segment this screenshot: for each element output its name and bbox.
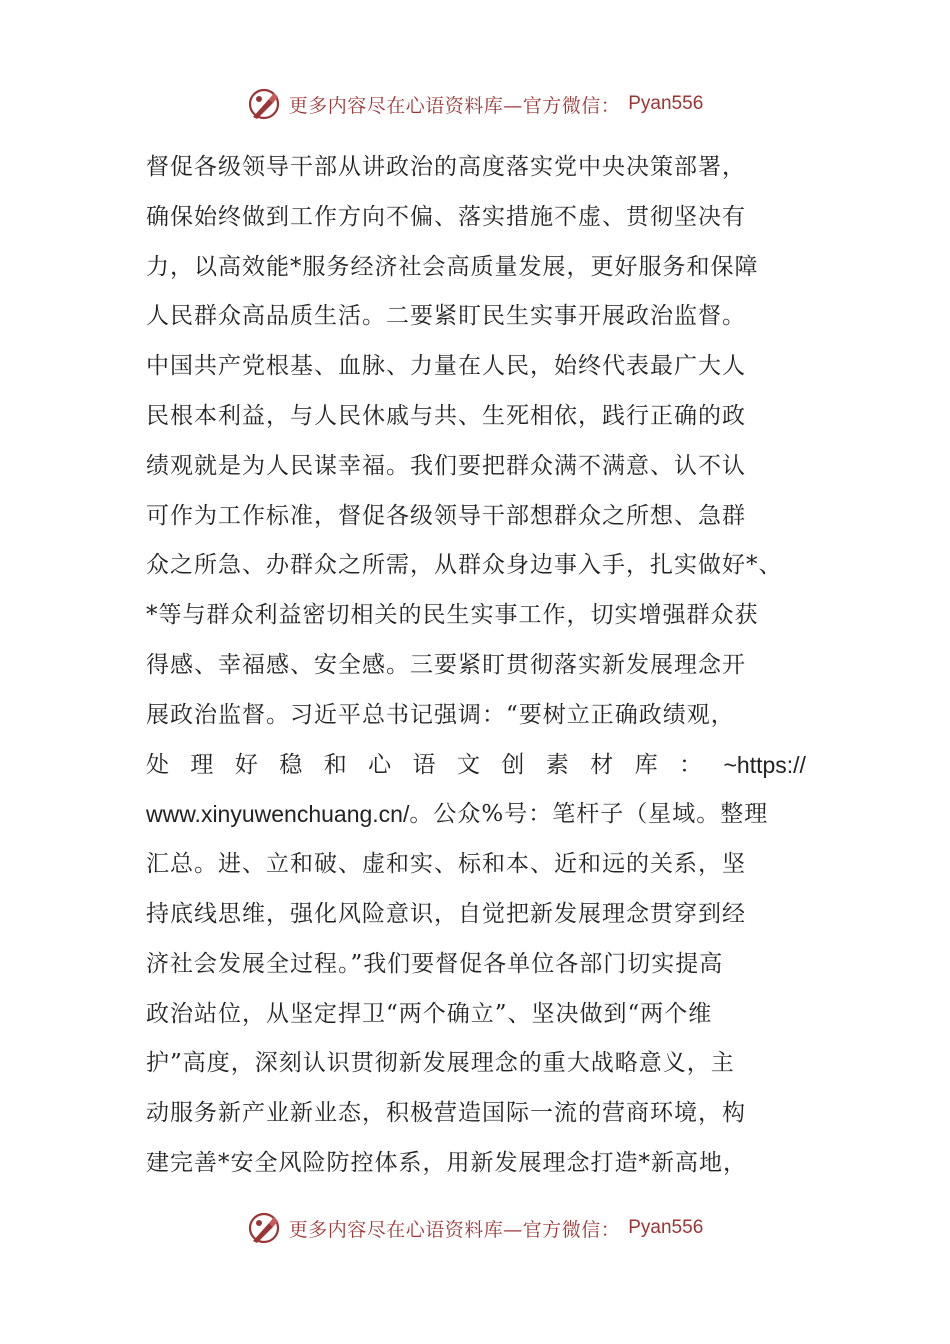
url-line-rest: 。公众%号：笔杆子（星域。整理 xyxy=(409,801,769,828)
spread-char: 心 xyxy=(368,751,393,778)
text-line: 得感、幸福感、安全感。三要紧盯贯彻落实新发展理念开 xyxy=(146,651,746,678)
text-line: 绩观就是为人民谋幸福。我们要把群众满不满意、认不认 xyxy=(146,452,746,479)
spread-char: ： xyxy=(679,751,704,778)
spread-char: 素 xyxy=(545,751,570,778)
header-banner xyxy=(0,84,950,124)
pen-logo-icon xyxy=(247,1211,281,1245)
spread-char: 好 xyxy=(234,751,259,778)
text-line: 确保始终做到工作方向不偏、落实措施不虚、贯彻坚决有 xyxy=(146,203,746,230)
spread-char: 文 xyxy=(456,751,481,778)
spread-char: 创 xyxy=(501,751,526,778)
spread-char: 理 xyxy=(190,751,215,778)
text-line: 督促各级领导干部从讲政治的高度落实党中央决策部署， xyxy=(146,154,746,180)
text-line: 动服务新产业新业态，积极营造国际一流的营商环境，构 xyxy=(146,1100,746,1127)
text-line: 济社会发展全过程。”我们要督促各单位各部门切实提高 xyxy=(146,950,724,977)
text-line: *等与群众利益密切相关的民生实事工作，切实增强群众获 xyxy=(146,602,759,629)
text-line: 建完善*安全风险防控体系，用新发展理念打造*新高地， xyxy=(146,1149,747,1176)
spread-char: 语 xyxy=(412,751,437,778)
text-line: 力，以高效能*服务经济社会高质量发展，更好服务和保障 xyxy=(146,253,759,280)
document-body xyxy=(146,143,806,1189)
text-line: 民根本利益，与人民休戚与共、生死相依，践行正确的政 xyxy=(146,402,746,429)
url-text-line xyxy=(146,790,806,840)
pen-logo-icon xyxy=(247,87,281,121)
text-line: 中国共产党根基、血脉、力量在人民，始终代表最广大人 xyxy=(146,353,746,380)
spread-text-line xyxy=(146,741,806,791)
text-line: 汇总。进、立和破、虚和实、标和本、近和远的关系，坚 xyxy=(146,851,746,878)
spread-char: 材 xyxy=(590,751,615,778)
text-line: 持底线思维，强化风险意识，自觉把新发展理念贯穿到经 xyxy=(146,900,746,927)
spread-char: 库 xyxy=(634,751,659,778)
header-wechat-id: Pyan556 xyxy=(628,93,704,114)
text-line: 人民群众高品质生活。二要紧盯民生实事开展政治监督。 xyxy=(146,303,746,330)
text-line: 展政治监督。习近平总书记强调：“要树立正确政绩观， xyxy=(146,701,735,728)
spread-char: 和 xyxy=(323,751,348,778)
text-line: 护”高度，深刻认识贯彻新发展理念的重大战略意义，主 xyxy=(146,1050,735,1077)
header-banner-text: 更多内容尽在心语资料库—官方微信： xyxy=(288,94,621,117)
footer-banner-text: 更多内容尽在心语资料库—官方微信： xyxy=(288,1218,621,1241)
footer-banner xyxy=(0,1208,950,1248)
spread-char: 稳 xyxy=(279,751,304,778)
url-fragment: ~https:// xyxy=(723,751,806,778)
spread-char: 处 xyxy=(146,751,170,778)
url-link[interactable]: www.xinyuwenchuang.cn/ xyxy=(146,801,410,828)
text-line: 可作为工作标准，督促各级领导干部想群众之所想、急群 xyxy=(146,502,746,529)
text-line: 政治站位，从坚定捍卫“两个确立”、坚决做到“两个维 xyxy=(146,1000,713,1027)
text-line: 众之所急、办群众之所需，从群众身边事入手，扎实做好*、 xyxy=(146,552,783,579)
footer-wechat-id: Pyan556 xyxy=(628,1217,704,1238)
